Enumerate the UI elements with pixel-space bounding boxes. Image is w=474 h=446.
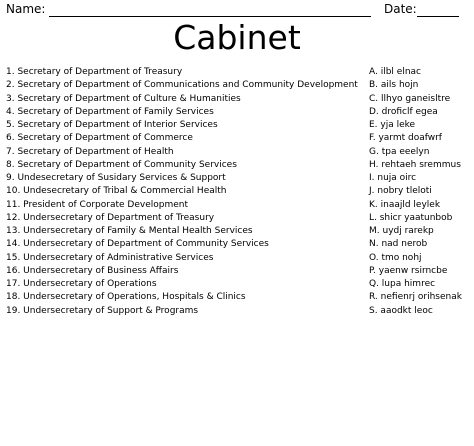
clue-item: 5. Secretary of Department of Interior Services	[6, 120, 218, 130]
answer-item: R. nefienrj orihsenak	[369, 292, 462, 303]
clue-item: 19. Undersecretary of Support & Programs	[6, 305, 199, 316]
answer-item: N. nad nerob	[369, 239, 428, 250]
clue-item: 11. President of Corporate Development	[6, 199, 188, 210]
clue-item: 16. Undersecretary of Business Affairs	[6, 265, 179, 276]
clue-item: 6. Secretary of Department of Commerce	[6, 133, 193, 144]
name-label: Name:	[6, 2, 46, 16]
clue-item: 2. Secretary of Department of Communications and Community Development	[6, 80, 358, 91]
clue-item: 13. Undersecretary of Family & Mental Health Services	[6, 226, 253, 236]
answer-item: K. inaajld leylek	[369, 199, 441, 210]
clue-item: 17. Undersecretary of Operations	[6, 279, 157, 289]
answer-item: E. yja leke	[369, 120, 416, 130]
clue-item: 8. Secretary of Department of Community Services	[6, 159, 237, 170]
name-field-line	[49, 16, 371, 17]
clue-item: 15. Undersecretary of Administrative Services	[6, 252, 214, 263]
answer-item: F. yarmt doafwrf	[369, 133, 442, 144]
answer-item: L. shicr yaatunbob	[369, 212, 453, 223]
clue-item: 18. Undersecretary of Operations, Hospitals & Clinics	[6, 292, 246, 303]
answer-item: J. nobry tleloti	[369, 186, 432, 197]
page-title: Cabinet	[173, 18, 301, 57]
answer-item: C. llhyo ganeisltre	[369, 93, 451, 104]
clue-item: 10. Undesecretary of Tribal & Commercial Health	[6, 186, 227, 197]
answer-item: P. yaenw rsirncbe	[369, 265, 448, 276]
clue-item: 12. Undersecretary of Department of Treasury	[6, 212, 215, 223]
date-field-line	[417, 16, 459, 17]
clue-item: 7. Secretary of Department of Health	[6, 146, 174, 157]
clue-list	[6, 66, 361, 318]
answer-item: O. tmo nohj	[369, 252, 422, 263]
clue-item: 1. Secretary of Department of Treasury	[6, 67, 183, 77]
answer-item: I. nuja oirc	[369, 173, 417, 183]
answer-list	[369, 66, 469, 318]
answer-item: B. ails hojn	[369, 80, 419, 91]
answer-item: Q. lupa himrec	[369, 279, 436, 289]
clue-item: 9. Undesecretary of Susidary Services & Support	[6, 173, 226, 183]
answer-item: A. ilbl elnac	[369, 67, 422, 77]
date-label: Date:	[384, 2, 417, 16]
answer-item: H. rehtaeh sremmus	[369, 159, 461, 170]
clue-item: 4. Secretary of Department of Family Services	[6, 106, 214, 117]
answer-item: G. tpa eeelyn	[369, 146, 430, 157]
answer-item: S. aaodkt leoc	[369, 305, 433, 316]
answer-item: D. droficlf egea	[369, 106, 438, 117]
answer-item: M. uydj rarekp	[369, 226, 434, 236]
clue-item: 14. Undersecretary of Department of Community Services	[6, 239, 269, 250]
clue-item: 3. Secretary of Department of Culture & Humanities	[6, 93, 241, 104]
